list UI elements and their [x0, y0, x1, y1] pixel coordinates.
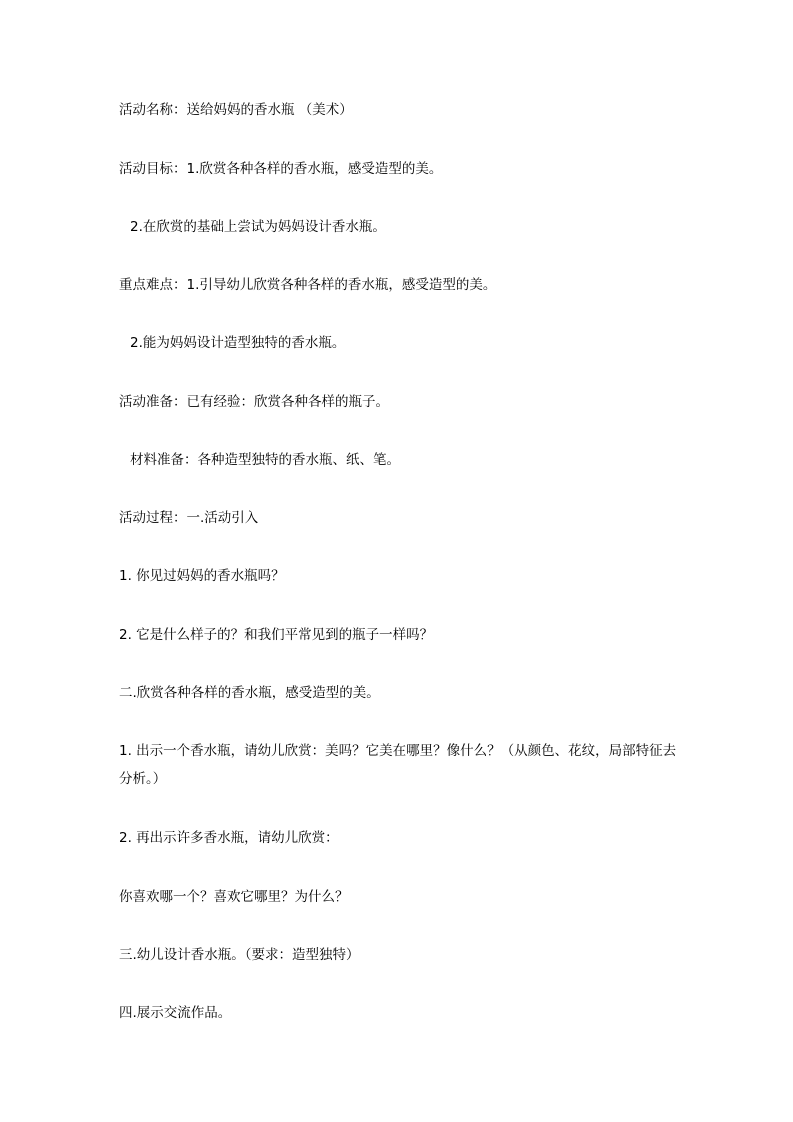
activity-goal-2-line: 2.在欣赏的基础上尝试为妈妈设计香水瓶。 [130, 219, 386, 235]
preparation-line: 活动准备：已有经验：欣赏各种各样的瓶子。 [119, 394, 389, 410]
question-1-line: 1. 你见过妈妈的香水瓶吗？ [119, 568, 285, 584]
section-2-line: 二.欣赏各种各样的香水瓶，感受造型的美。 [119, 685, 380, 701]
process-line: 活动过程：一.活动引入 [119, 510, 259, 526]
section-4-line: 四.展示交流作品。 [119, 1005, 232, 1021]
section-3-line: 三.幼儿设计香水瓶。（要求：造型独特） [119, 947, 360, 963]
activity-goal-line: 活动目标：1.欣赏各种各样的香水瓶，感受造型的美。 [119, 161, 443, 177]
section-2-question-line: 你喜欢哪一个？喜欢它哪里？为什么？ [119, 889, 349, 905]
activity-name-line: 活动名称：送给妈妈的香水瓶 （美术） [119, 102, 353, 118]
question-2-line: 2. 它是什么样子的？和我们平常见到的瓶子一样吗？ [119, 627, 434, 643]
key-points-line: 重点难点：1.引导幼儿欣赏各种各样的香水瓶，感受造型的美。 [119, 277, 497, 293]
materials-line: 材料准备：各种造型独特的香水瓶、纸、笔。 [130, 452, 400, 468]
section-2-item-2-line: 2. 再出示许多香水瓶，请幼儿欣赏： [119, 830, 339, 846]
section-2-item-1-line: 1. 出示一个香水瓶，请幼儿欣赏：美吗？它美在哪里？像什么？（从颜色、花纹，局部特征去分析。） [119, 743, 677, 787]
key-points-2-line: 2.能为妈妈设计造型独特的香水瓶。 [130, 335, 346, 351]
